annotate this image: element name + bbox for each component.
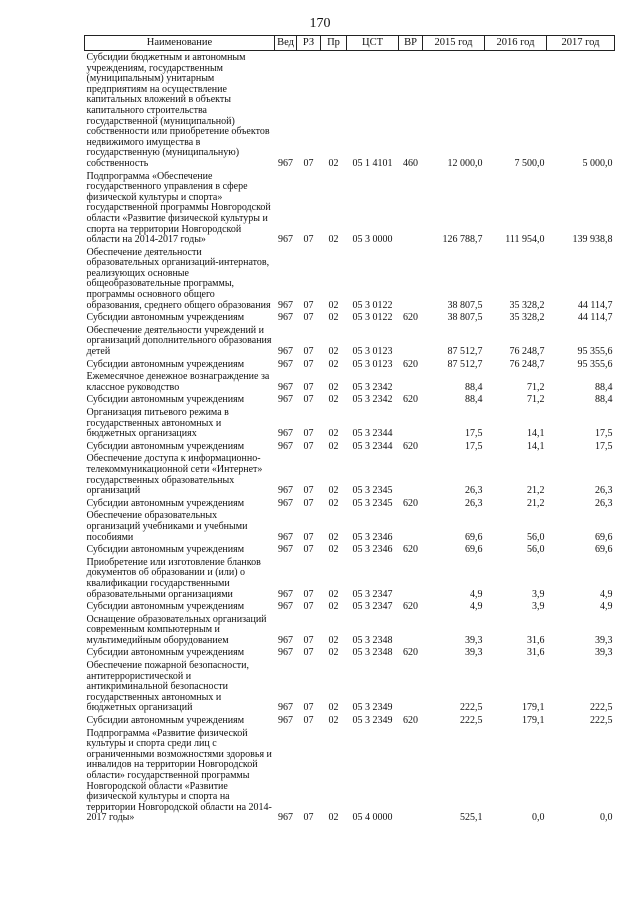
row-cst: 05 3 2344	[352, 428, 393, 440]
header-rz: РЗ	[297, 36, 321, 51]
row-cst: 05 3 0122	[352, 299, 393, 311]
row-name: Оснащение образовательных организаций современным компьютерным и мультимедийным оборудованием	[86, 613, 267, 646]
row-rz: 07	[303, 157, 314, 169]
row-2017: 4,9	[600, 588, 613, 600]
row-2015: 26,3	[465, 497, 483, 509]
header-vr: ВР	[399, 36, 423, 51]
row-vr	[399, 556, 423, 600]
row-2016: 21,2	[527, 497, 545, 509]
row-2016: 35 328,2	[509, 312, 545, 324]
row-pr: 02	[328, 157, 339, 169]
row-ved: 967	[278, 381, 293, 393]
row-2017: 26,3	[595, 485, 613, 497]
row-2017: 222,5	[590, 715, 613, 727]
row-vr	[399, 727, 423, 824]
row-rz: 07	[303, 485, 314, 497]
row-name: Ежемесячное денежное вознаграждение за классное руководство	[86, 371, 270, 393]
row-rz: 07	[303, 531, 314, 543]
row-pr: 02	[328, 358, 339, 370]
row-cst: 05 3 2342	[352, 394, 393, 406]
row-name: Субсидии автономным учреждениям	[86, 647, 245, 659]
row-pr: 02	[328, 497, 339, 509]
row-2015: 4,9	[470, 588, 483, 600]
page-number: 170	[309, 16, 331, 31]
row-2016: 76 248,7	[509, 346, 545, 358]
row-cst: 05 3 2348	[352, 647, 393, 659]
row-pr: 02	[328, 702, 339, 714]
row-vr	[399, 659, 423, 714]
row-2017: 39,3	[595, 647, 613, 659]
row-name: Субсидии автономным учреждениям	[86, 544, 245, 556]
table-row	[85, 452, 615, 496]
row-pr: 02	[328, 485, 339, 497]
row-name: Подпрограмма «Обеспечение государственного управления в сфере физической культуры и спорта» государственной программы Новгородской области «Развитие физической культуры и спорта на территории Новгородской области на 2014-2017 годы»	[86, 170, 271, 246]
table-row	[85, 613, 615, 647]
row-cst: 05 3 0122	[352, 312, 393, 324]
row-2016: 35 328,2	[509, 299, 545, 311]
row-2015: 69,6	[465, 544, 483, 556]
header-2015: 2015 год	[423, 36, 485, 51]
row-2015: 17,5	[465, 440, 483, 452]
row-ved: 967	[278, 531, 293, 543]
row-ved: 967	[278, 588, 293, 600]
table-row	[85, 543, 615, 556]
row-name: Субсидии автономным учреждениям	[86, 358, 245, 370]
row-vr	[399, 170, 423, 246]
row-vr: 620	[403, 647, 418, 659]
row-rz: 07	[303, 346, 314, 358]
row-vr	[399, 452, 423, 496]
row-ved: 967	[278, 812, 293, 824]
row-2017: 95 355,6	[577, 358, 613, 370]
row-cst: 05 3 2345	[352, 497, 393, 509]
row-vr	[399, 370, 423, 393]
row-vr	[399, 324, 423, 358]
row-2015: 39,3	[465, 634, 483, 646]
row-name: Субсидии автономным учреждениям	[86, 715, 245, 727]
row-2015: 12 000,0	[447, 157, 483, 169]
row-pr: 02	[328, 812, 339, 824]
row-ved: 967	[278, 394, 293, 406]
row-name: Субсидии автономным учреждениям	[86, 394, 245, 406]
row-2015: 69,6	[465, 531, 483, 543]
row-vr	[399, 613, 423, 647]
row-ved: 967	[278, 234, 293, 246]
row-pr: 02	[328, 531, 339, 543]
row-ved: 967	[278, 346, 293, 358]
row-pr: 02	[328, 634, 339, 646]
row-vr	[399, 509, 423, 543]
row-name: Подпрограмма «Развитие физической культуры и спорта среди лиц с ограниченными возможностями здоровья и инвалидов на территории Новгородской области» государственной программы Новгородской области «Развитие физической культуры и спорта на территории Новгородской области на 2014-2017 годы»	[86, 727, 272, 824]
row-cst: 05 3 0123	[352, 358, 393, 370]
row-2016: 179,1	[522, 702, 545, 714]
row-vr: 620	[403, 715, 418, 727]
row-cst: 05 3 2349	[352, 715, 393, 727]
row-ved: 967	[278, 428, 293, 440]
header-name: Наименование	[85, 36, 275, 51]
row-rz: 07	[303, 601, 314, 613]
row-rz: 07	[303, 358, 314, 370]
row-cst: 05 3 2347	[352, 601, 393, 613]
budget-table	[84, 35, 615, 824]
row-pr: 02	[328, 715, 339, 727]
row-name: Приобретение или изготовление бланков документов об образовании и (или) о квалификации государственными образовательными организациями	[86, 556, 261, 600]
row-rz: 07	[303, 497, 314, 509]
row-2017: 44 114,7	[577, 299, 613, 311]
row-ved: 967	[278, 601, 293, 613]
row-pr: 02	[328, 588, 339, 600]
row-ved: 967	[278, 715, 293, 727]
row-2015: 88,4	[465, 394, 483, 406]
row-2015: 39,3	[465, 647, 483, 659]
row-pr: 02	[328, 234, 339, 246]
row-vr	[399, 246, 423, 312]
row-name: Обеспечение образовательных организаций учебниками и учебными пособиями	[86, 510, 248, 543]
row-2016: 71,2	[527, 381, 545, 393]
row-ved: 967	[278, 634, 293, 646]
row-name: Субсидии автономным учреждениям	[86, 497, 245, 509]
row-2017: 0,0	[600, 812, 613, 824]
row-2017: 26,3	[595, 497, 613, 509]
row-cst: 05 3 0123	[352, 346, 393, 358]
row-vr: 620	[403, 394, 418, 406]
table-row	[85, 600, 615, 613]
row-rz: 07	[303, 299, 314, 311]
row-2017: 17,5	[595, 428, 613, 440]
table-row	[85, 393, 615, 406]
row-2016: 21,2	[527, 485, 545, 497]
header-2016: 2016 год	[485, 36, 547, 51]
row-name: Субсидии автономным учреждениям	[86, 440, 245, 452]
row-2016: 3,9	[532, 601, 545, 613]
row-ved: 967	[278, 544, 293, 556]
row-rz: 07	[303, 588, 314, 600]
table-row	[85, 324, 615, 358]
row-2015: 88,4	[465, 381, 483, 393]
row-2017: 69,6	[595, 544, 613, 556]
row-2015: 17,5	[465, 428, 483, 440]
row-pr: 02	[328, 647, 339, 659]
row-2015: 126 788,7	[442, 234, 483, 246]
row-name: Субсидии автономным учреждениям	[86, 312, 245, 324]
row-2016: 7 500,0	[514, 157, 545, 169]
row-rz: 07	[303, 544, 314, 556]
table-row	[85, 509, 615, 543]
table-row	[85, 406, 615, 440]
row-2015: 222,5	[460, 702, 483, 714]
row-2017: 139 938,8	[572, 234, 613, 246]
row-name: Субсидии автономным учреждениям	[86, 601, 245, 613]
row-rz: 07	[303, 381, 314, 393]
row-vr	[399, 406, 423, 440]
header-cst: ЦСТ	[347, 36, 399, 51]
row-2017: 95 355,6	[577, 346, 613, 358]
row-pr: 02	[328, 299, 339, 311]
row-rz: 07	[303, 394, 314, 406]
row-2016: 56,0	[527, 544, 545, 556]
row-cst: 05 3 2346	[352, 544, 393, 556]
table-row	[85, 370, 615, 393]
row-2017: 17,5	[595, 440, 613, 452]
row-rz: 07	[303, 812, 314, 824]
row-2015: 4,9	[470, 601, 483, 613]
table-row	[85, 440, 615, 453]
row-2016: 111 954,0	[505, 234, 545, 246]
row-vr: 620	[403, 312, 418, 324]
row-2015: 38 807,5	[447, 299, 483, 311]
table-row	[85, 311, 615, 324]
row-2015: 222,5	[460, 715, 483, 727]
row-ved: 967	[278, 157, 293, 169]
row-2016: 14,1	[527, 440, 545, 452]
row-ved: 967	[278, 299, 293, 311]
table-row	[85, 358, 615, 371]
row-pr: 02	[328, 346, 339, 358]
row-ved: 967	[278, 485, 293, 497]
row-ved: 967	[278, 497, 293, 509]
header-pr: Пр	[321, 36, 347, 51]
row-ved: 967	[278, 647, 293, 659]
row-2017: 222,5	[590, 702, 613, 714]
row-vr: 620	[403, 601, 418, 613]
row-cst: 05 3 2342	[352, 381, 393, 393]
header-2017: 2017 год	[547, 36, 615, 51]
row-pr: 02	[328, 312, 339, 324]
row-2016: 179,1	[522, 715, 545, 727]
row-rz: 07	[303, 634, 314, 646]
row-2016: 76 248,7	[509, 358, 545, 370]
table-row	[85, 659, 615, 714]
row-rz: 07	[303, 702, 314, 714]
row-ved: 967	[278, 702, 293, 714]
row-2016: 14,1	[527, 428, 545, 440]
row-name: Субсидии бюджетным и автономным учреждениям, государственным (муниципальным) унитарным предприятиям на осуществление капитальных вложений в объекты капитального строительства государственной (муниципальной) собственности или приобретение объектов недвижимого имущества в государственную (муниципальную) собственность	[86, 52, 270, 169]
table-row	[85, 714, 615, 727]
row-2015: 87 512,7	[447, 358, 483, 370]
row-ved: 967	[278, 358, 293, 370]
row-rz: 07	[303, 715, 314, 727]
row-2017: 69,6	[595, 531, 613, 543]
row-vr: 620	[403, 544, 418, 556]
row-2017: 4,9	[600, 601, 613, 613]
row-2016: 0,0	[532, 812, 545, 824]
header-row	[85, 36, 615, 51]
row-cst: 05 3 2346	[352, 531, 393, 543]
row-pr: 02	[328, 428, 339, 440]
row-rz: 07	[303, 440, 314, 452]
row-pr: 02	[328, 381, 339, 393]
row-rz: 07	[303, 647, 314, 659]
row-2016: 56,0	[527, 531, 545, 543]
row-pr: 02	[328, 601, 339, 613]
row-cst: 05 3 0000	[352, 234, 393, 246]
row-pr: 02	[328, 440, 339, 452]
row-ved: 967	[278, 312, 293, 324]
row-vr: 460	[403, 157, 418, 169]
row-name: Обеспечение деятельности образовательных организаций-интернатов, реализующих основные общеобразовательные программы, программы основного общего образования, среднего общего образования	[86, 246, 271, 311]
row-rz: 07	[303, 234, 314, 246]
row-vr: 620	[403, 358, 418, 370]
row-name: Организация питьевого режима в государственных автономных и бюджетных организациях	[86, 407, 229, 440]
row-rz: 07	[303, 312, 314, 324]
row-pr: 02	[328, 544, 339, 556]
row-2016: 71,2	[527, 394, 545, 406]
table-row	[85, 51, 615, 170]
row-2016: 3,9	[532, 588, 545, 600]
row-ved: 967	[278, 440, 293, 452]
header-ved: Вед	[275, 36, 297, 51]
table-row	[85, 646, 615, 659]
row-pr: 02	[328, 394, 339, 406]
row-2017: 88,4	[595, 394, 613, 406]
row-cst: 05 4 0000	[352, 812, 393, 824]
row-name: Обеспечение пожарной безопасности, антитеррористической и антикриминальной безопасности государственных автономных и бюджетных организаций	[86, 660, 250, 714]
row-2017: 39,3	[595, 634, 613, 646]
row-cst: 05 1 4101	[352, 157, 393, 169]
row-vr: 620	[403, 497, 418, 509]
row-cst: 05 3 2348	[352, 634, 393, 646]
row-name: Обеспечение доступа к информационно-телекоммуникационной сети «Интернет» государственных образовательных организаций	[86, 453, 263, 497]
row-2015: 525,1	[460, 812, 483, 824]
row-vr: 620	[403, 440, 418, 452]
table-row	[85, 170, 615, 246]
row-2015: 87 512,7	[447, 346, 483, 358]
table-row	[85, 497, 615, 510]
row-name: Обеспечение деятельности учреждений и организаций дополнительного образования детей	[86, 324, 272, 358]
row-cst: 05 3 2344	[352, 440, 393, 452]
table-row	[85, 727, 615, 824]
row-2016: 31,6	[527, 647, 545, 659]
row-2015: 38 807,5	[447, 312, 483, 324]
row-2016: 31,6	[527, 634, 545, 646]
row-cst: 05 3 2347	[352, 588, 393, 600]
row-rz: 07	[303, 428, 314, 440]
table-row	[85, 556, 615, 600]
table-row	[85, 246, 615, 312]
row-2015: 26,3	[465, 485, 483, 497]
row-2017: 44 114,7	[577, 312, 613, 324]
row-cst: 05 3 2345	[352, 485, 393, 497]
row-cst: 05 3 2349	[352, 702, 393, 714]
row-2017: 88,4	[595, 381, 613, 393]
row-2017: 5 000,0	[582, 157, 613, 169]
